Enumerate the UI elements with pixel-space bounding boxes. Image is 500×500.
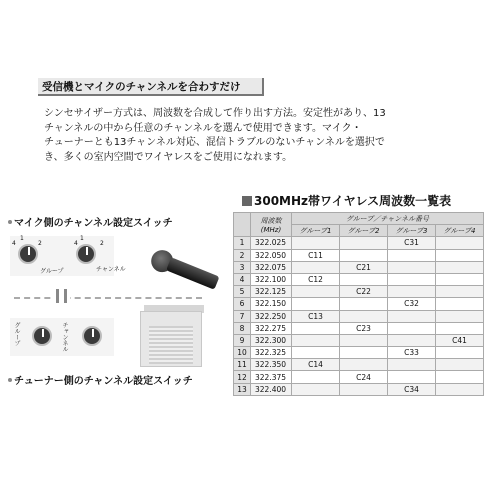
table-row xyxy=(234,261,484,273)
row-number: 4 xyxy=(234,273,251,285)
table-row xyxy=(234,322,484,334)
row-number: 9 xyxy=(234,334,251,346)
row-number: 8 xyxy=(234,322,251,334)
channel-dial-icon xyxy=(76,244,96,264)
frequency-cell: 322.350 xyxy=(251,359,292,371)
freq-header: 周波数 (MHz) xyxy=(251,213,292,237)
dial-channel-text: チャンネル xyxy=(96,266,126,273)
table-row xyxy=(234,371,484,383)
frequency-cell: 322.275 xyxy=(251,322,292,334)
channel-cell: C12 xyxy=(292,273,340,285)
group-dial-icon xyxy=(18,244,38,264)
channel-cell xyxy=(340,347,388,359)
table-row xyxy=(234,334,484,346)
channel-cell xyxy=(436,273,484,285)
description xyxy=(44,107,464,165)
row-number: 10 xyxy=(234,347,251,359)
row-number: 6 xyxy=(234,298,251,310)
table-row xyxy=(234,310,484,322)
channel-cell xyxy=(292,237,340,249)
frequency-cell: 322.300 xyxy=(251,334,292,346)
table-title: 300MHz帯ワイヤレス周波数一覧表 xyxy=(242,193,451,209)
channel-cell xyxy=(436,286,484,298)
channel-cell xyxy=(292,261,340,273)
channel-cell: C33 xyxy=(388,347,436,359)
channel-cell xyxy=(436,261,484,273)
channel-cell xyxy=(292,298,340,310)
microphone-icon xyxy=(147,245,222,295)
group-header: グループ4 xyxy=(436,225,484,237)
frequency-cell: 322.025 xyxy=(251,237,292,249)
table-row xyxy=(234,298,484,310)
channel-cell: C21 xyxy=(340,261,388,273)
channel-cell xyxy=(292,334,340,346)
frequency-table xyxy=(233,212,484,396)
mic-dial-panel: 4 1 2 4 1 2 グループ チャンネル xyxy=(12,235,126,275)
group-header: グループ2 xyxy=(340,225,388,237)
table-row xyxy=(234,273,484,285)
channel-cell: C32 xyxy=(388,298,436,310)
channel-cell: C14 xyxy=(292,359,340,371)
row-number: 5 xyxy=(234,286,251,298)
row-number: 11 xyxy=(234,359,251,371)
channel-cell xyxy=(340,310,388,322)
mic-switch-label: マイク側のチャンネル設定スイッチ xyxy=(8,214,173,229)
channel-cell xyxy=(388,359,436,371)
channel-cell xyxy=(436,371,484,383)
group-dial-icon xyxy=(32,326,52,346)
channel-cell xyxy=(436,322,484,334)
description-line: シンセサイザー方式は、周波数を合成して作り出す方法。安定性があり、13 xyxy=(44,108,386,119)
row-number: 13 xyxy=(234,383,251,395)
channel-cell xyxy=(340,237,388,249)
frequency-cell: 322.250 xyxy=(251,310,292,322)
channel-cell: C31 xyxy=(388,237,436,249)
channel-cell xyxy=(340,298,388,310)
channel-cell xyxy=(436,310,484,322)
channel-cell xyxy=(340,273,388,285)
tuner-dial-panel: グループ チャンネル xyxy=(10,318,114,356)
channel-cell xyxy=(340,334,388,346)
frequency-cell: 322.325 xyxy=(251,347,292,359)
channel-cell xyxy=(388,286,436,298)
channel-cell: C23 xyxy=(340,322,388,334)
channel-cell xyxy=(340,383,388,395)
description-line: チューナーとも13チャンネル対応、混信トラブルのないチャンネルを選択で xyxy=(44,137,385,148)
group-span-header: グループ／チャンネル番号 xyxy=(292,213,484,225)
channel-cell xyxy=(388,322,436,334)
section-title: 受信機とマイクのチャンネルを合わすだけ xyxy=(38,78,264,96)
table-row xyxy=(234,383,484,395)
channel-cell xyxy=(388,261,436,273)
row-number: 1 xyxy=(234,237,251,249)
channel-cell: C24 xyxy=(340,371,388,383)
channel-cell xyxy=(340,249,388,261)
channel-cell xyxy=(436,298,484,310)
channel-cell xyxy=(388,310,436,322)
channel-cell xyxy=(388,249,436,261)
frequency-cell: 322.150 xyxy=(251,298,292,310)
channel-cell: C13 xyxy=(292,310,340,322)
link-icon xyxy=(56,289,59,303)
frequency-cell: 322.050 xyxy=(251,249,292,261)
frequency-cell: 322.125 xyxy=(251,286,292,298)
bullet-icon xyxy=(8,220,12,224)
channel-cell xyxy=(292,286,340,298)
row-number: 7 xyxy=(234,310,251,322)
bullet-icon xyxy=(8,378,12,382)
description-line: チャンネルの中から任意のチャンネルを選んで使用できます。マイク・ xyxy=(44,122,362,134)
channel-cell: C41 xyxy=(436,334,484,346)
row-number: 2 xyxy=(234,249,251,261)
channel-cell xyxy=(436,359,484,371)
receiver-icon xyxy=(140,305,206,367)
channel-cell: C22 xyxy=(340,286,388,298)
channel-cell xyxy=(388,334,436,346)
channel-cell xyxy=(292,383,340,395)
group-header: グループ3 xyxy=(388,225,436,237)
table-row xyxy=(234,237,484,249)
channel-cell: C11 xyxy=(292,249,340,261)
channel-cell xyxy=(436,237,484,249)
table-row xyxy=(234,347,484,359)
table-row xyxy=(234,286,484,298)
square-icon xyxy=(242,196,252,206)
dial-group-text: グループ xyxy=(40,268,64,275)
frequency-cell: 322.400 xyxy=(251,383,292,395)
tuner-switch-label: チューナー側のチャンネル設定スイッチ xyxy=(8,372,193,387)
channel-dial-icon xyxy=(82,326,102,346)
channel-cell xyxy=(292,322,340,334)
frequency-cell: 322.375 xyxy=(251,371,292,383)
channel-cell xyxy=(436,383,484,395)
channel-cell xyxy=(292,347,340,359)
channel-cell xyxy=(436,249,484,261)
description-line: き、多くの室内空間でワイヤレスをご使用になれます。 xyxy=(44,151,293,163)
channel-cell: C34 xyxy=(388,383,436,395)
channel-cell xyxy=(388,371,436,383)
divider xyxy=(14,297,202,299)
frequency-cell: 322.075 xyxy=(251,261,292,273)
channel-cell xyxy=(340,359,388,371)
channel-cell xyxy=(292,371,340,383)
group-header: グループ1 xyxy=(292,225,340,237)
table-row xyxy=(234,249,484,261)
row-number: 3 xyxy=(234,261,251,273)
channel-cell xyxy=(436,347,484,359)
row-number: 12 xyxy=(234,371,251,383)
channel-cell xyxy=(388,273,436,285)
table-row xyxy=(234,359,484,371)
frequency-cell: 322.100 xyxy=(251,273,292,285)
